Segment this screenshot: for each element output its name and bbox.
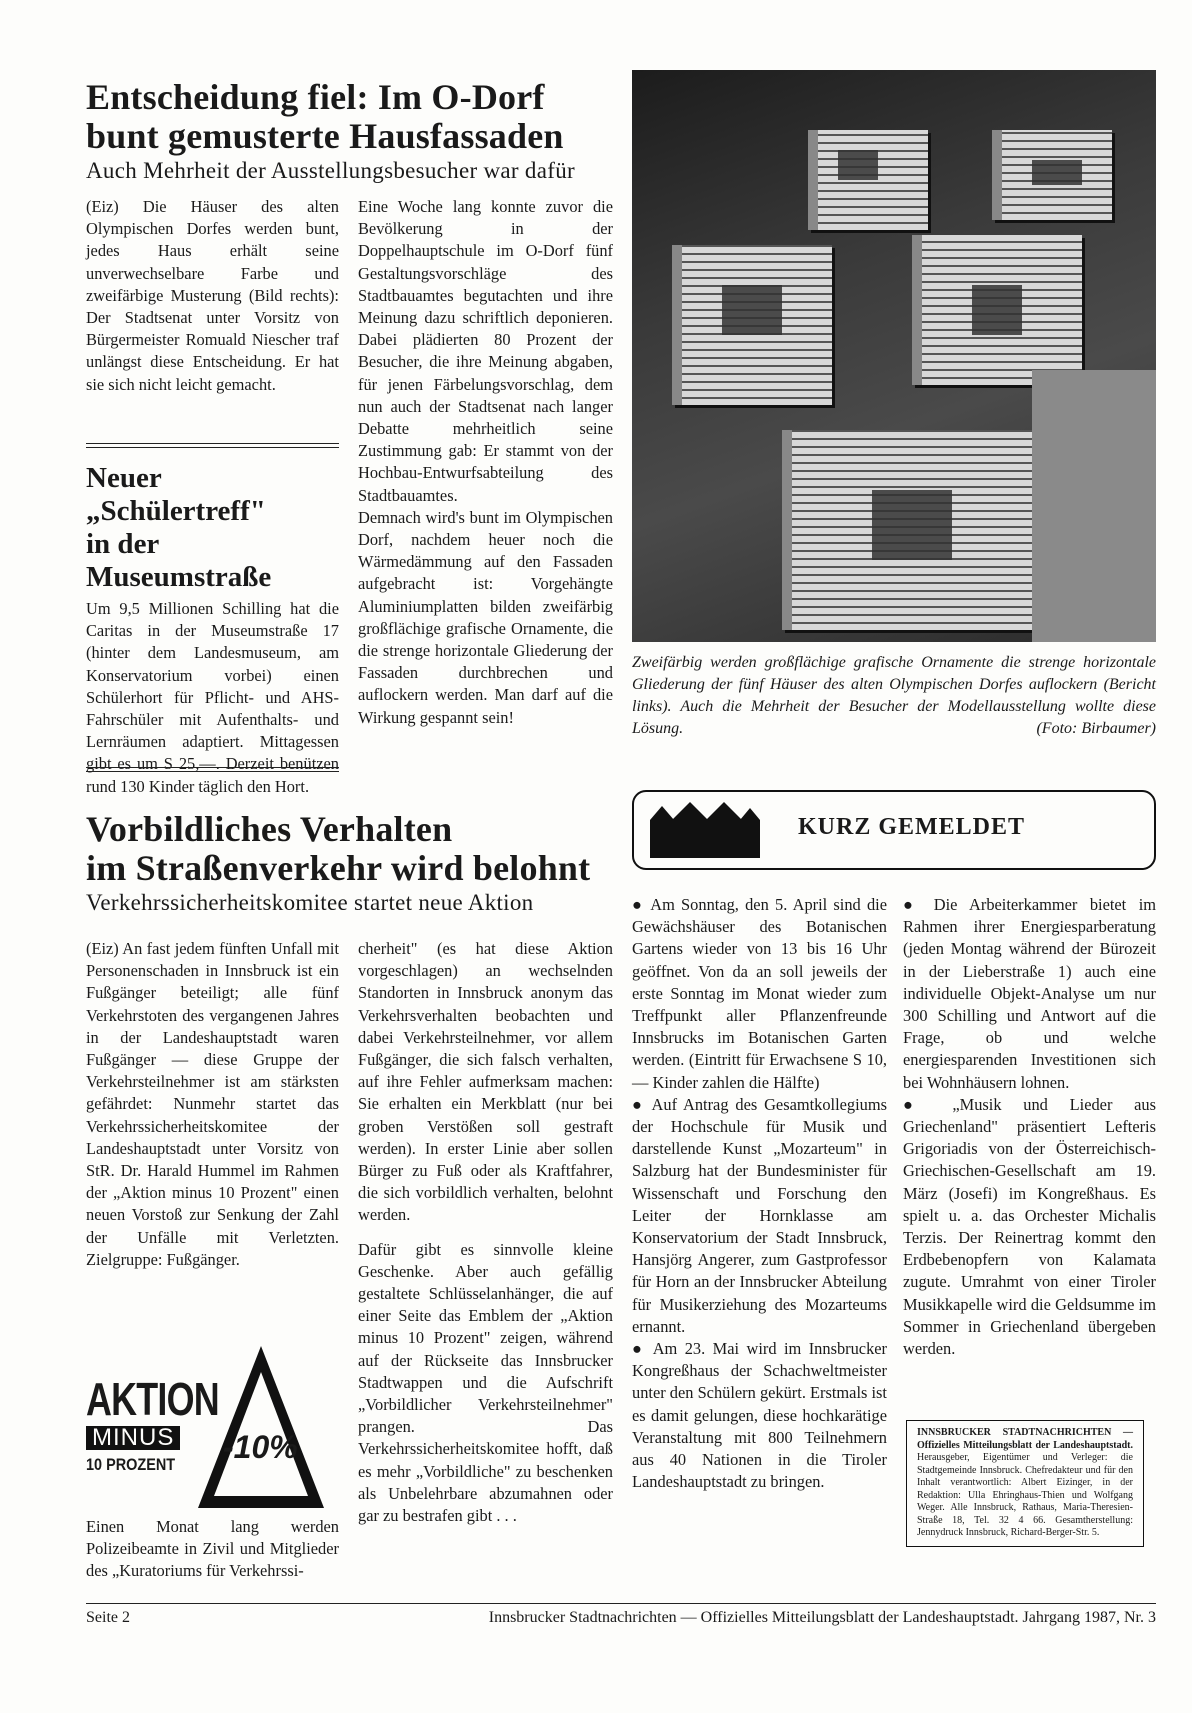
kurz-item: ● Am 23. Mai wird im Innsbrucker Kongreßhaus der Schachweltmeister unter den Schülern gekürt. Erstmals ist es damit gelungen, diese hochkarätige Veranstaltung mit 800 Teilnehmern aus 40 Nationen in die Tiroler Landeshauptstadt zu bringen.	[632, 1339, 887, 1492]
kurz-item: ● Die Arbeiterkammer bietet im Rahmen ihrer Energiesparberatung (jeden Montag während der Bürozeit in der Lieberstraße 1) auch eine individuelle Objekt-Analyse um nur 300 Schilling und Antwort auf die Frage, ob und welche energiesparenden Investitionen sich bei Wohnhäusern lohnen.	[903, 895, 1157, 1092]
bullet-icon: ●	[903, 895, 934, 914]
footer-rule	[86, 1603, 1156, 1604]
logo-word-aktion: AKTION	[86, 1373, 219, 1425]
kurz-col1	[632, 894, 887, 1493]
article1-col1: (Eiz) Die Häuser des alten Olympischen Dorfes werden bunt, jedes Haus erhält seine unverwechselbare Farbe und zweifärbige Musterung (Bild rechts): Der Stadtsenat unter Vorsitz von Bürgermeister Romuald Niescher traf unlängst diese Entscheidung. Er hat sie sich nicht leicht gemacht.	[86, 197, 339, 394]
aktion-minus-10-logo	[86, 1340, 326, 1520]
article1-col2-para1: Eine Woche lang konnte zuvor die Bevölkerung in der Doppelhauptschule im O-Dorf fünf Gestaltungsvorschläge des Stadtbauamtes begutachten und ihre Meinung dazu schriftlich deponieren. Dabei plädierten 80 Prozent der Besucher, die ihre Meinung abgaben, für jenen Färbelungsvorschlag, dem nun auch der Stadtsenat nach langer Debatte mehrheitlich seine Zustimmung gab: Er stammt von der Hochbau-Entwurfsabteilung des Stadtbauamtes.	[358, 197, 613, 505]
article3-header	[86, 810, 626, 916]
separator-top	[86, 443, 339, 448]
article3-col1-continued: Einen Monat lang werden Polizeibeamte in Zivil und Mitglieder des „Kuratoriums für Verkehrssi-	[86, 1517, 339, 1581]
article2-title-line2: in der Museumstraße	[86, 528, 272, 593]
article1-header	[86, 78, 626, 184]
article3-col2	[358, 938, 613, 1527]
bullet-icon: ●	[632, 1339, 653, 1359]
impressum-text: Herausgeber, Eigentümer und Verleger: die Stadtgemeinde Innsbruck. Chefredakteur und für den Inhalt verantwortlich: Albert Eizinger, in der Redaktion: Ulla Ehringhaus-Thien und Wolfgang Weger. Alle Innsbruck, Rathaus, Maria-Theresien-Straße 18, Tel. 32 4 66. Gesamtherstellung: Jennydruck Innsbruck, Richard-Berger-Str. 5.	[917, 1452, 1133, 1538]
kurz-gemeldet-title: KURZ GEMELDET	[798, 814, 1026, 840]
article2-title-line1: Neuer „Schülertreff"	[86, 462, 266, 527]
impressum-head: INNSBRUCKER STADTNACHRICHTEN — Offizielles Mitteilungsblatt der Landeshauptstadt.	[917, 1427, 1133, 1451]
article2	[86, 462, 339, 798]
houses-icon	[650, 800, 760, 862]
article3-subtitle: Verkehrssicherheitskomitee startet neue Aktion	[86, 890, 534, 915]
article1-title-line1: Entscheidung fiel: Im O-Dorf	[86, 77, 545, 117]
article3-col2-para1: cherheit" (es hat diese Aktion vorgeschlagen) an wechselnden Standorten in Innsbruck anonym das Verkehrsverhalten beobachten und dabei Verkehrsteilnehmer, vor allem Fußgänger, die sich falsch verhalten, auf ihre Fehler aufmerksam machen: Sie erhalten ein Merkblatt (nur bei groben Verstößen soll gestraft werden). In erster Linie aber sollen Bürger zu Fuß oder als Kraftfahrer, die sich vorbildlich verhalten, belohnt werden.	[358, 939, 613, 1225]
architecture-model-photo	[632, 70, 1156, 642]
photo-caption: Zweifärbig werden großflächige grafische Ornamente die strenge horizontale Gliederung der fünf Häuser des alten Olympischen Dorfes auflockern (Bericht links). Auch die Mehrheit der Besucher der Modellausstellung wollte diese Lösung.	[632, 654, 1156, 737]
logo-word-minus: MINUS	[86, 1426, 180, 1450]
article3-title-line1: Vorbildliches Verhalten	[86, 809, 453, 849]
article1-title-line2: bunt gemusterte Hausfassaden	[86, 116, 564, 156]
article2-body: Um 9,5 Millionen Schilling hat die Caritas in der Museumstraße 17 (hinter dem Landesmuseum, am Konservatorium vorbei) einen Schülerhort für Pflicht- und AHS-Fahrschüler mit Aufenthalts- und Lernräumen adaptiert. Mittagessen gibt es um S 25,—. Derzeit benützen rund 130 Kinder täglich den Hort.	[86, 599, 339, 796]
photo-credit: (Foto: Birbaumer)	[1036, 720, 1156, 737]
article3-title-line2: im Straßenverkehr wird belohnt	[86, 848, 591, 888]
bullet-icon: ●	[903, 1094, 953, 1114]
bullet-icon: ●	[632, 1094, 652, 1114]
article1-col2-para2: Demnach wird's bunt im Olympischen Dorf, nachdem heuer noch die Wärmedämmung auf den Fassaden aufgebracht ist: Vorgehängte Aluminiumplatten bilden zweifärbig großflächige grafische Ornamente, die die strenge horizontale Gliederung der Fassaden durchbrechen und auflockern werden. Man darf auf die Wirkung gespannt sein!	[358, 507, 613, 727]
kurz-item: ● Auf Antrag des Gesamtkollegiums der Hochschule für Musik und darstellende Kunst „Mozarteum" in Salzburg hat der Bundesminister für Wissenschaft und Forschung den Leiter der Hornklasse am Konservatorium der Stadt Innsbruck, Hansjörg Angerer, zum Gastprofessor für Horn an der Innsbrucker Abteilung für Musikerziehung des Mozarteums ernannt.	[632, 1094, 888, 1336]
logo-word-prozent: 10 PROZENT	[86, 1455, 176, 1474]
logo-badge: -10%	[223, 1429, 298, 1465]
kurz-gemeldet-header	[632, 790, 1156, 870]
footer-publication: Innsbrucker Stadtnachrichten — Offizielles Mitteilungsblatt der Landeshauptstadt. Jahrgang 1987, Nr. 3	[488, 1609, 1156, 1626]
separator-bottom	[86, 767, 339, 772]
impressum-box	[906, 1420, 1144, 1547]
article1-subtitle: Auch Mehrheit der Ausstellungsbesucher war dafür	[86, 158, 575, 183]
kurz-item: ● „Musik und Lieder aus Griechenland" präsentiert Lefteris Grigoriadis von der Österreichisch-Griechischen-Gesellschaft am 19. März (Josefi) im Kongreßhaus. Es spielt u. a. das Orchester Michalis Terzis. Der Reinertrag kommt den Erdbebenopfern von Kalamata zugute. Umrahmt von einer Tiroler Musikkapelle wird die Geldsumme im Sommer in Griechenland übergeben werden.	[903, 1094, 1157, 1359]
photo-caption-block	[632, 652, 1156, 740]
footer-page-number: Seite 2	[86, 1609, 130, 1626]
kurz-col2	[903, 894, 1156, 1360]
article3-col2-para2: Dafür gibt es sinnvolle kleine Geschenke. Aber auch gefällig gestaltete Schlüsselanhänger, die auf einer Seite das Emblem der „Aktion minus 10 Prozent" zeigen, während auf der Rückseite das Innsbrucker Stadtwappen und die Aufschrift „Vorbildlicher Verkehrsteilnehmer" prangen. Das Verkehrssicherheitskomitee hofft, daß es mehr „Vorbildliche" zu beschenken als Unbelehrbare abzumahnen oder gar zu bestrafen gibt . . .	[358, 1239, 613, 1526]
article3-col1: (Eiz) An fast jedem fünften Unfall mit Personenschaden in Innsbruck ist ein Fußgänger beteiligt; alle fünf Verkehrstoten des vergangenen Jahres in der Landeshauptstadt waren Fußgänger — diese Gruppe der Verkehrsteilnehmer ist am stärksten gefährdet: Nunmehr startet das Verkehrssicherheitskomitee der Landeshauptstadt unter Vorsitz von StR. Dr. Harald Hummel im Rahmen der „Aktion minus 10 Prozent" einen neuen Vorstoß zur Senkung der Zahl der Unfälle mit Verletzten. Zielgruppe: Fußgänger.	[86, 939, 339, 1269]
bullet-icon: ●	[632, 895, 651, 914]
kurz-item: ● Am Sonntag, den 5. April sind die Gewächshäuser des Botanischen Gartens wieder von 13 bis 16 Uhr geöffnet. Von da an soll jeweils der erste Sonntag im Monat wieder zum Treffpunkt aller Pflanzenfreunde Innsbrucks im Botanischen Garten werden. (Eintritt für Erwachsene S 10,— Kinder zahlen die Hälfte)	[632, 895, 887, 1092]
article1-col2	[358, 196, 613, 729]
